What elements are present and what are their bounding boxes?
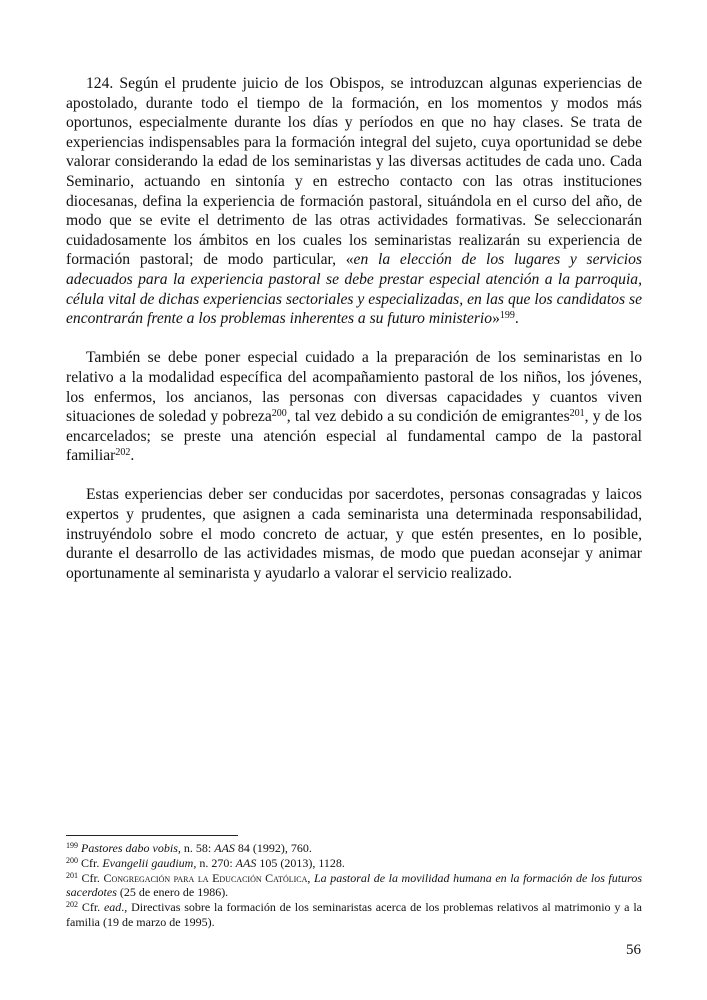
paragraph-experiences	[66, 485, 642, 583]
footnote-text: n. 270:	[196, 855, 236, 870]
paragraph-end: .	[514, 310, 519, 328]
footnote-journal: AAS	[235, 855, 257, 870]
footnote-200	[66, 856, 642, 871]
footnote-number: 200	[66, 855, 78, 865]
footnote-journal: AAS	[214, 841, 235, 855]
footnote-ref-199[interactable]: 199	[499, 310, 515, 322]
quotation: en la elección de los lugares y servicios adecuados para la experiencia pastoral se debe prestar especial atención a la parroquia, célula vital de dichas experiencias sectoriales y especializadas, en las que los candidatos se encontrarán frente a los problemas inherentes a su futuro ministerio	[66, 251, 642, 328]
paragraph-end: .	[130, 447, 135, 465]
footnote-author: Congregación para la Educación Católica	[103, 870, 308, 885]
page-number: 56	[626, 942, 641, 958]
footnote-text: n. 58:	[180, 841, 215, 855]
paragraph-124	[66, 74, 642, 329]
footnote-ref-202[interactable]: 202	[115, 447, 131, 459]
footnote-text: 105 (2013), 1128.	[256, 855, 345, 870]
footnote-title: Evangelii gaudium,	[102, 855, 197, 870]
main-text	[66, 74, 642, 603]
paragraph-text: También se debe poner especial cuidado a la preparación de los seminaristas en lo relativo a la modalidad específica del acompañamiento pastoral de los niños, los jóvenes, los enfermos, los ancianos, las personas con diversas capacidades y cuantos viven situaciones de soledad y pobreza	[66, 349, 642, 426]
paragraph-text: 124. Según el prudente juicio de los Obispos, se introduzcan algunas experiencias de apostolado, durante todo el tiempo de la formación, en los momentos y modos más oportunos, especialmente durante los días y períodos en que no hay clases. Se trata de experiencias indispensables para la formación integral del sujeto, cuya oportunidad se debe valorar considerando la edad de los seminaristas y las diversas actitudes de cada uno. Cada Seminario, actuando en sintonía y en estrecho contacto con las otras instituciones diocesanas, defina la experiencia de formación pastoral, situándola en el curso del año, de modo que se evite el detrimento de las otras actividades formativas. Se seleccionarán cuidadosamente los ámbitos en los cuales los seminaristas realizarán su experiencia de formación pastoral; de modo particular, «	[66, 75, 642, 269]
footnote-text: Cfr.	[78, 900, 104, 915]
footnote-ref-201[interactable]: 201	[569, 408, 585, 420]
footnote-text: 84 (1992), 760.	[234, 841, 312, 855]
footnote-separator	[66, 835, 238, 836]
footnote-text: Cfr.	[78, 855, 103, 870]
footnote-number: 199	[66, 841, 78, 850]
footnotes	[66, 841, 642, 930]
footnote-201	[66, 871, 642, 901]
footnote-text: (25 de enero de 1986).	[116, 885, 229, 900]
footnote-text: ,	[307, 870, 314, 885]
paragraph-text: , y de los encarcelados; se preste una atención especial al fundamental campo de la pastoral familiar	[66, 408, 642, 465]
footnote-number: 202	[66, 900, 78, 910]
footnote-199	[66, 841, 642, 856]
footnote-text: Cfr.	[78, 870, 104, 885]
footnote-ead: ead	[103, 900, 122, 915]
footnote-title: Pastores dabo vobis,	[81, 841, 181, 855]
footnote-number: 201	[66, 870, 78, 880]
footnote-202	[66, 900, 642, 930]
paragraph-text: , tal vez debido a su condición de emigrantes	[286, 408, 570, 426]
paragraph-pastoral-preparation	[66, 348, 642, 466]
paragraph-text: Estas experiencias deber ser conducidas por sacerdotes, personas consagradas y laicos expertos y prudentes, que asignen a cada seminarista una determinada responsabilidad, instruyéndolo sobre el modo concreto de actuar, y que estén presentes, en lo posible, durante el desarrollo de las actividades mismas, de modo que puedan aconsejar y animar oportunamente al seminarista y ayudarlo a valorar el servicio realizado.	[66, 486, 642, 582]
closing-quote-mark: »	[492, 310, 500, 328]
footnote-ref-200[interactable]: 200	[271, 408, 287, 420]
footnote-text: ., Directivas sobre la formación de los seminaristas acerca de los problemas relativos al matrimonio y a la familia (19 de marzo de 1995).	[66, 900, 642, 929]
footnote-title: La pastoral de la movilidad humana en la formación de los futuros sacerdotes	[66, 870, 642, 900]
